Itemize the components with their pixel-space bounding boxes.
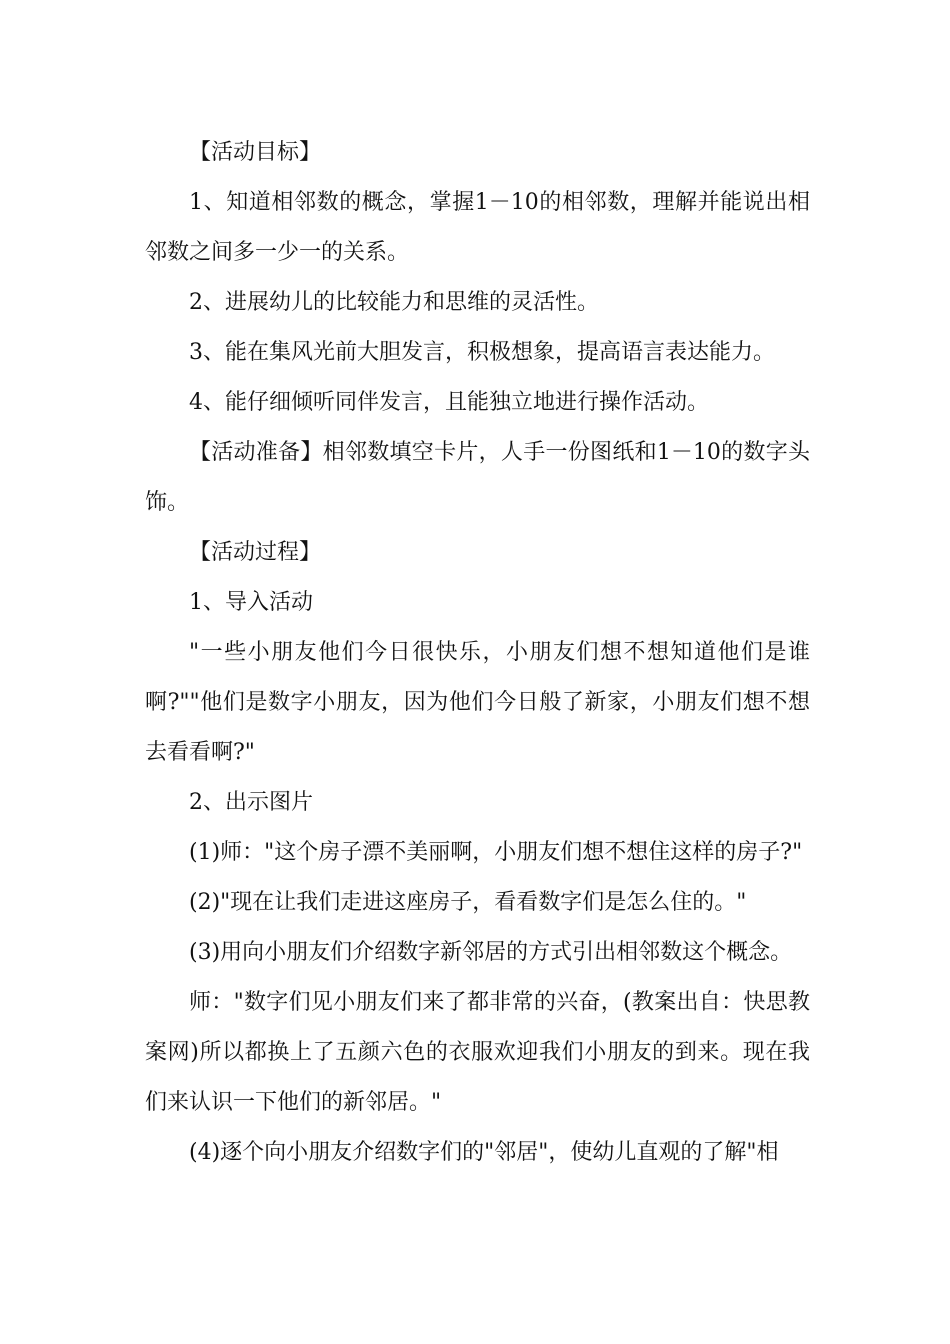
teacher-dialogue: 师："数字们见小朋友们来了都非常的兴奋，(教案出自：快思教案网)所以都换上了五颜六色的衣服欢迎我们小朋友的到来。现在我们来认识一下他们的新邻居。" (145, 990, 810, 1115)
goal-item-4: 4、能仔细倾听同伴发言，且能独立地进行操作活动。 (189, 390, 709, 415)
process-substep-3: (3)用向小朋友们介绍数字新邻居的方式引出相邻数这个概念。 (189, 940, 793, 965)
section-heading-activity-process: 【活动过程】 (189, 540, 322, 565)
goal-item-1: 1、知道相邻数的概念，掌握1－10的相邻数，理解并能说出相邻数之间多一少一的关系。 (145, 190, 810, 265)
process-step-2-title: 2、出示图片 (189, 790, 313, 815)
document-body (145, 128, 810, 1178)
process-substep-4: (4)逐个向小朋友介绍数字们的"邻居"，使幼儿直观的了解"相 (189, 1140, 779, 1165)
section-heading-activity-goals: 【活动目标】 (189, 140, 322, 165)
goal-item-2: 2、进展幼儿的比较能力和思维的灵活性。 (189, 290, 599, 315)
activity-preparation: 【活动准备】相邻数填空卡片，人手一份图纸和1－10的数字头饰。 (145, 440, 810, 515)
process-step-1-title: 1、导入活动 (189, 590, 313, 615)
process-step-1-dialogue: "一些小朋友他们今日很快乐，小朋友们想不想知道他们是谁啊?""他们是数字小朋友，因为他们今日般了新家，小朋友们想不想去看看啊?" (145, 640, 810, 765)
goal-item-3: 3、能在集风光前大胆发言，积极想象，提高语言表达能力。 (189, 340, 775, 365)
process-substep-1: (1)师："这个房子漂不美丽啊，小朋友们想不想住这样的房子?" (189, 840, 803, 865)
process-substep-2: (2)"现在让我们走进这座房子，看看数字们是怎么住的。" (189, 890, 747, 915)
